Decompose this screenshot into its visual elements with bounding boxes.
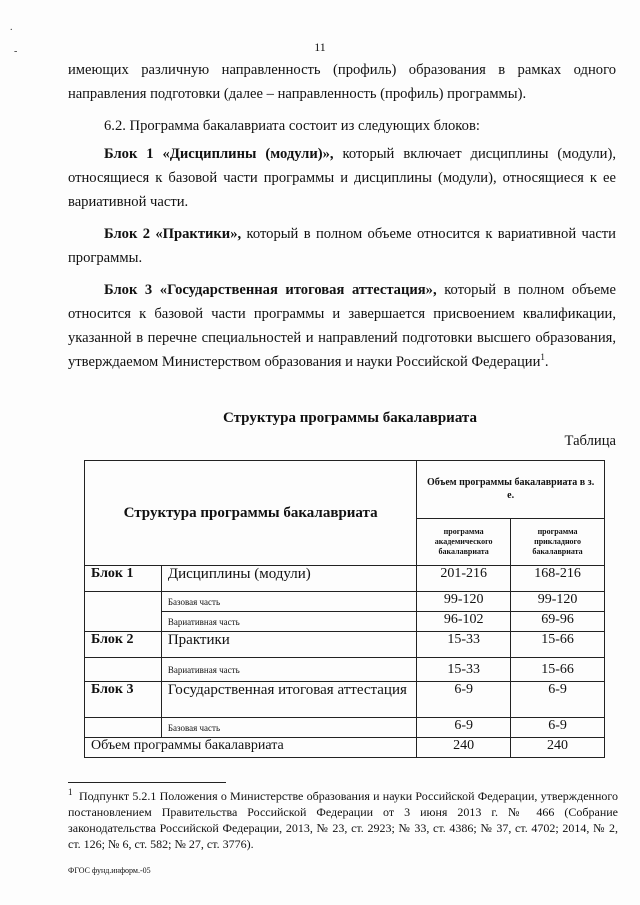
period: . (544, 354, 549, 370)
block-2-description: который в полном объеме относится к вариативной части программы. (68, 226, 616, 266)
footnote-text: Подпункт 5.2.1 Положения о Министерстве образования и науки Российской Федерации, утвержденного постановлением Правительства Российской Федерации от 3 июня 2013 г. № 466 (Собрание законодательства Российской Федерации, 2013, № 23, ст. 2923; № 33, ст. 4386; № 37, ст. 4702; 2014, № 2, ст. 126; № 6, ст. 582; № 27, ст. 3776). (68, 789, 618, 851)
paragraph-block-2 (68, 222, 616, 270)
table-row-block-label (85, 718, 162, 738)
table-title: Структура программы бакалавриата (223, 410, 477, 426)
paragraph-block-3 (68, 278, 616, 374)
table-cell-applied: 99-120 (511, 592, 605, 612)
block-3-description: который в полном объеме относится к базовой части программы и завершается присвоением квалификации, указанной в перечне специальностей и направлений подготовки высшего образования, утверждаемом Министерством образования и науки Российской Федерации (68, 282, 617, 370)
footnote (68, 788, 618, 852)
paragraph-program-structure: 6.2. Программа бакалавриата состоит из следующих блоков: (104, 118, 480, 134)
table-cell-academic: 15-33 (417, 658, 511, 682)
table-header-volume: Объем программы бакалавриата в з. е. (417, 461, 605, 519)
table-label: Таблица (564, 433, 616, 449)
table-cell-academic: 99-120 (417, 592, 511, 612)
table-cell-academic: 96-102 (417, 612, 511, 632)
table-cell-academic: 6-9 (417, 718, 511, 738)
table-row-name: Базовая часть (161, 718, 416, 738)
table-row-name: Практики (161, 632, 416, 658)
footnote-separator (68, 782, 226, 783)
table-total-label: Объем программы бакалавриата (85, 738, 417, 758)
table-cell-applied: 15-66 (511, 632, 605, 658)
table-row-name: Государственная итоговая аттестация (161, 682, 416, 718)
table-row-block-label (85, 592, 162, 612)
table-row-block-label: Блок 1 (85, 566, 162, 592)
table-row-name: Дисциплины (модули) (161, 566, 416, 592)
scan-mark: . (10, 22, 13, 33)
page-number: 11 (314, 40, 326, 54)
table-total-applied: 240 (511, 738, 605, 758)
paragraph-block-1 (68, 142, 616, 214)
table-row-block-label (85, 658, 162, 682)
table-header-structure: Структура программы бакалавриата (85, 461, 417, 566)
footnote-marker: 1 (68, 787, 73, 797)
block-3-title: Блок 3 «Государственная итоговая аттестация», (104, 282, 437, 298)
table-row-block-label: Блок 3 (85, 682, 162, 718)
program-structure-table (84, 460, 605, 758)
table-cell-applied: 168-216 (511, 566, 605, 592)
table-cell-applied: 6-9 (511, 682, 605, 718)
block-1-description: который включает дисциплины (модули), относящиеся к базовой части программы и дисциплины (модули), относящиеся к ее вариативной части. (68, 146, 617, 210)
table-row-name: Базовая часть (161, 592, 416, 612)
table-header-academic: программа академического бакалавриата (417, 518, 511, 565)
table-cell-applied: 15-66 (511, 658, 605, 682)
table-cell-applied: 6-9 (511, 718, 605, 738)
table-row-name: Вариативная часть (161, 612, 416, 632)
footnote-reference[interactable]: 1 (540, 352, 545, 363)
table-row-name: Вариативная часть (161, 658, 416, 682)
table-row-block-label (85, 612, 162, 632)
block-1-title: Блок 1 «Дисциплины (модули)», (104, 146, 334, 162)
paragraph-continuation: имеющих различную направленность (профиль) образования в рамках одного направления подготовки (далее – направленность (профиль) программы). (68, 62, 616, 102)
table-cell-academic: 15-33 (417, 632, 511, 658)
table-row-block-label: Блок 2 (85, 632, 162, 658)
table-cell-academic: 6-9 (417, 682, 511, 718)
scan-mark: - (14, 46, 18, 57)
document-code: ФГОС фунд.информ.-05 (68, 866, 151, 875)
table-header-applied: программа прикладного бакалавриата (511, 518, 605, 565)
table-cell-applied: 69-96 (511, 612, 605, 632)
table-total-academic: 240 (417, 738, 511, 758)
block-2-title: Блок 2 «Практики», (104, 226, 242, 242)
table-cell-academic: 201-216 (417, 566, 511, 592)
